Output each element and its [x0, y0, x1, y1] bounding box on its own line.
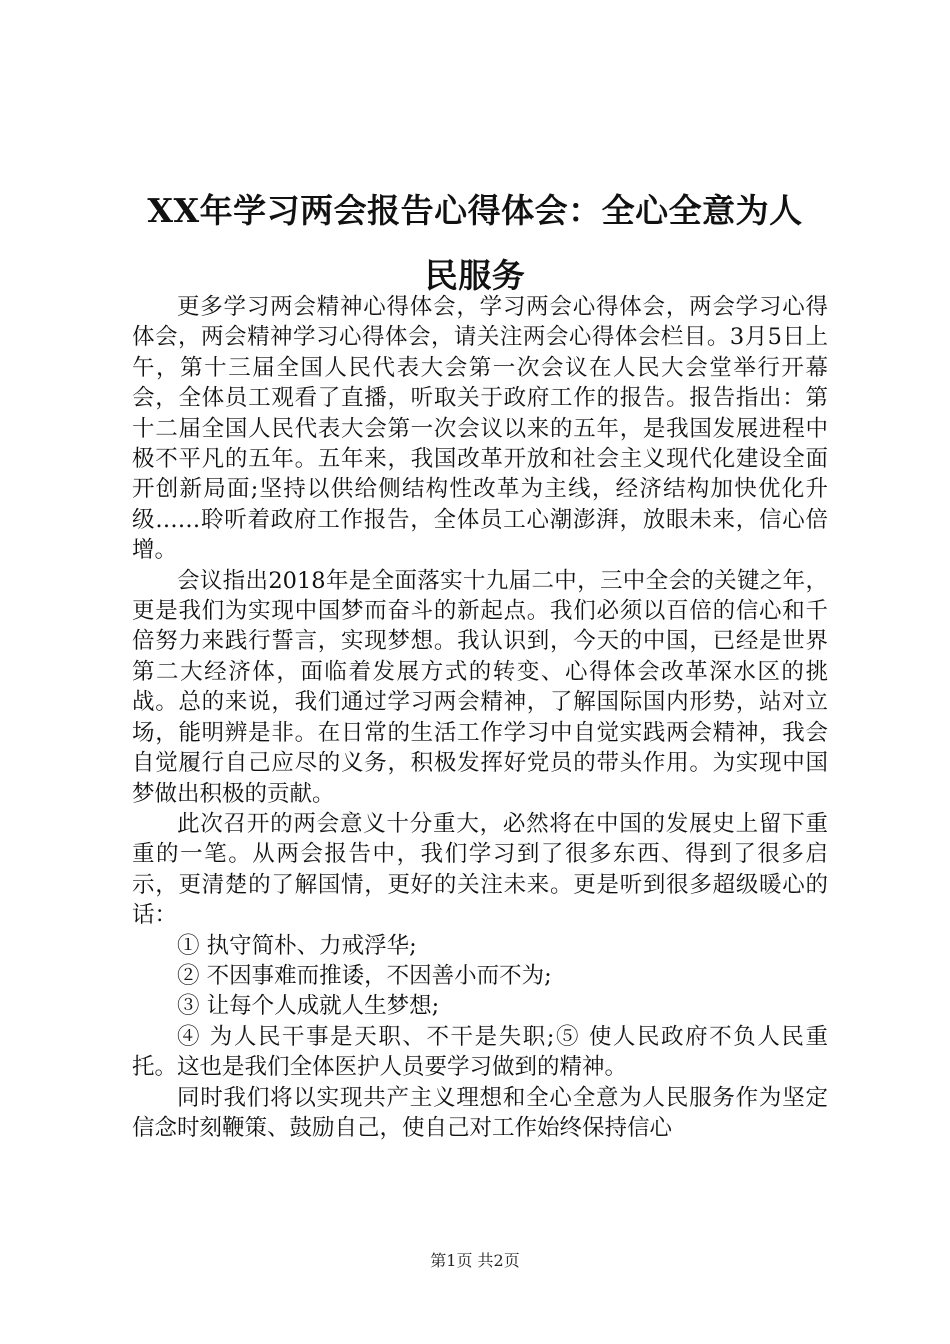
- paragraph-4: 同时我们将以实现共产主义理想和全心全意为人民服务作为坚定信念时刻鞭策、鼓励自己，使自己对工作始终保持信心: [132, 1084, 828, 1141]
- title-line-1: XX年学习两会报告心得体会：全心全意为人: [147, 191, 803, 230]
- document-body: [132, 292, 828, 1143]
- page-number-footer: 第1页 共2页: [430, 1251, 520, 1270]
- paragraph-1: 更多学习两会精神心得体会，学习两会心得体会，两会学习心得体会，两会精神学习心得体会，请关注两会心得体会栏目。3月5日上午，第十三届全国人民代表大会第一次会议在人民大会堂举行开幕会，全体员工观看了直播，听取关于政府工作的报告。报告指出：第十二届全国人民代表大会第一次会议以来的五年，是我国发展进程中极不平凡的五年。五年来，我国改革开放和社会主义现代化建设全面开创新局面;坚持以供给侧结构性改革为主线，经济结构加快优化升级……聆听着政府工作报告，全体员工心潮澎湃，放眼未来，信心倍增。: [132, 294, 828, 564]
- list-item-2: ② 不因事难而推诿，不因善小而不为;: [177, 962, 552, 989]
- list-item-3: ③ 让每个人成就人生梦想;: [177, 993, 440, 1020]
- paragraph-2: 会议指出2018年是全面落实十九届二中，三中全会的关键之年，更是我们为实现中国梦而奋斗的新起点。我们必须以百倍的信心和千倍努力来践行誓言，实现梦想。我认识到，今天的中国，已经是世界第二大经济体，面临着发展方式的转变、心得体会改革深水区的挑战。总的来说，我们通过学习两会精神，了解国际国内形势，站对立场，能明辨是非。在日常的生活工作学习中自觉实践两会精神，我会自觉履行自己应尽的义务，积极发挥好党员的带头作用。为实现中国梦做出积极的贡献。: [132, 567, 828, 807]
- document-title: [110, 178, 840, 308]
- paragraph-3: 此次召开的两会意义十分重大，必然将在中国的发展史上留下重重的一笔。从两会报告中，我们学习到了很多东西、得到了很多启示，更清楚的了解国情，更好的关注未来。更是听到很多超级暖心的话：: [132, 810, 828, 929]
- list-item-1: ① 执守简朴、力戒浮华;: [177, 932, 417, 959]
- title-line-2: 民服务: [424, 256, 526, 295]
- list-item-4: ④ 为人民干事是天职、不干是失职;⑤ 使人民政府不负人民重托。这也是我们全体医护人员要学习做到的精神。: [132, 1023, 828, 1081]
